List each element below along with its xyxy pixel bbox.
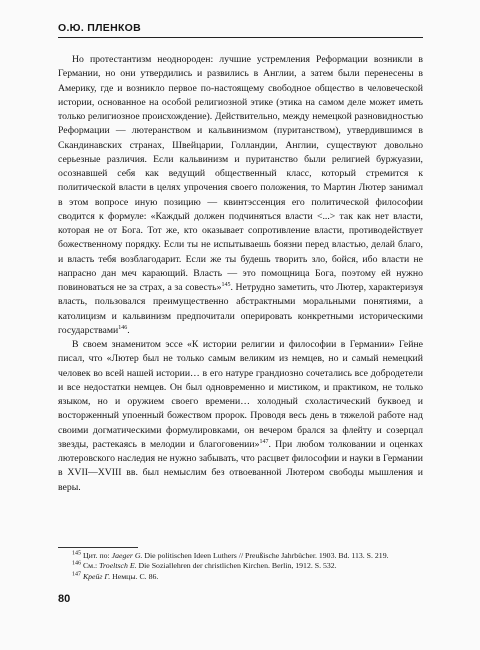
footnote-ref[interactable]: 147 xyxy=(259,438,269,445)
footnote-source: Die Soziallehren der christlichen Kirchen. Berlin, 1912. S. 532. xyxy=(136,561,337,571)
paragraph-text: . xyxy=(127,324,130,336)
footnote-ref[interactable]: 145 xyxy=(221,281,231,288)
footnote-ref[interactable]: 146 xyxy=(118,324,128,331)
footnotes xyxy=(58,551,423,582)
running-header xyxy=(58,21,423,38)
footnote-146 xyxy=(58,561,423,571)
footnote-prefix: Цит. по: xyxy=(82,551,112,560)
footnote-author: Jaeger G. xyxy=(111,551,143,560)
footnote-source: Немцы. С. 86. xyxy=(110,571,159,581)
footnote-prefix: См.: xyxy=(82,561,100,571)
footnote-source: Die politischen Ideen Luthers // Preußische Jahrbücher. 1903. Bd. 113. S. 219. xyxy=(142,551,389,560)
footnote-number: 146 xyxy=(72,560,81,567)
footnote-number: 145 xyxy=(72,550,81,557)
footnote-147 xyxy=(58,572,423,582)
paragraph-text: . При любом толковании и оценках лютеровского наследия не нужно забывать, что расцвет философии и науки в Германии в XVII—XVIII вв. был немыслим без отвоеванной Лютером свободы мышления и веры. xyxy=(58,438,423,493)
paragraph-text: . Нетрудно заметить, что Лютер, характеризуя власть, пользовался преимущественно абстрактными моральными понятиями, а католицизм и кальвинизм предпочитали оперировать конкретными историческими государствами xyxy=(58,282,423,336)
paragraph-text: Но протестантизм неоднороден: лучшие устремления Реформации возникли в Германии, но они утвердились и развились в Англии, а затем были перенесены в Америку, где и возникло первое по-настоящему свободное общество в человеческой истории, основанное на особой религиозной этике (этика на самом деле может иметь только религиозное происхождение). Действительно, между немецкой разновидностью Реформации — лютеранством и кальвинизмом (пуританством), утвердившимся в Скандинавских странах, Швейцарии, Голландии, Англии, существуют довольно серьезные различия. Если кальвинизм и пуританство были религией буржуазии, осознавшей себя как ведущий общественный класс, который стремится к политической власти в целях упрочения своего положения, то Мартин Лютер занимал в этом вопросе иную позицию — квинтэссенция его политической философии сводится к формуле: «Каждый должен подчиняться власти <...> так как нет власти, которая не от Бога. Тот же, кто оказывает сопротивление власти, противодействует божественному порядку. Если ты не испытываешь боязни перед властью, делай благо, и власть тебя возблагодарит. Если же ты будешь творить зло, бойся, ибо власти не напрасно дан меч карающий. Власть — это помощница Бога, поэтому ей нужно повиноваться не за страх, а за совесть» xyxy=(58,54,423,293)
footnote-author: Troeltsch E. xyxy=(99,561,137,571)
main-text xyxy=(58,53,423,495)
footnote-145 xyxy=(58,551,423,561)
running-title: О.Ю. ПЛЕНКОВ xyxy=(58,22,142,34)
paragraph-1 xyxy=(58,53,423,338)
paragraph-text: В своем знаменитом эссе «К истории религии и философии в Германии» Гейне писал, что «Лютер был не только самым великим из немцев, но и самый немецкий человек во всей нашей истории… в его натуре грандиозно сочетались все добродетели и все недостатки немцев. Он был одновременно и мистиком, и практиком, не только языком, но и оружием своего времени… холодный схоластический буквоед и восторженный упоенный божеством пророк. Проводя весь день в тяжелой работе над своими догматическими формулировками, он вечером брался за флейту и созерцал звезды, растекаясь в мелодии и благоговении» xyxy=(58,339,423,450)
page-number: 80 xyxy=(58,593,71,605)
footnote-number: 147 xyxy=(72,571,81,578)
footnote-divider xyxy=(58,547,138,548)
paragraph-2 xyxy=(58,338,423,495)
footnote-author: Крейг Г. xyxy=(82,571,111,581)
